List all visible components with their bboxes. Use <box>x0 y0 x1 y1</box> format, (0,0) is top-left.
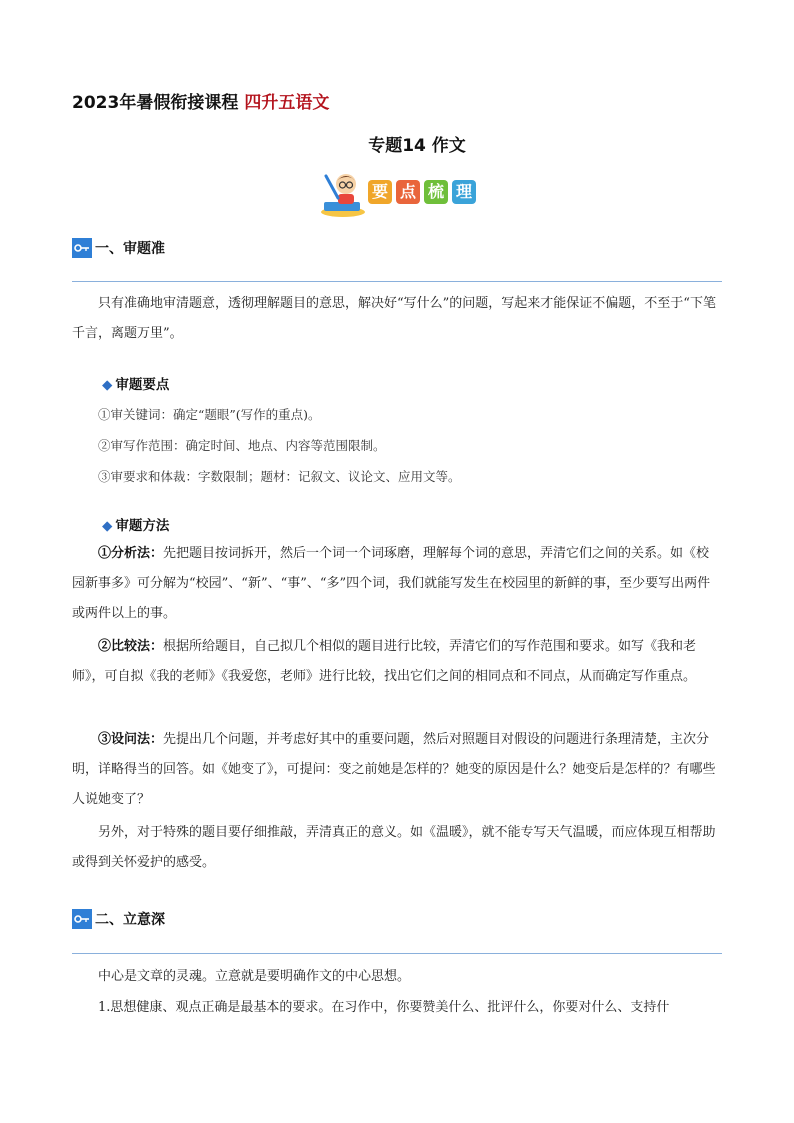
course-header <box>72 88 329 113</box>
key-points-banner <box>318 168 508 218</box>
course-year-label: 2023年暑假衔接课程 <box>72 93 239 113</box>
banner-label <box>368 180 476 204</box>
section-heading-2 <box>72 909 165 929</box>
method-lead: ①分析法： <box>98 546 164 561</box>
subheading-review-points: ◆ 审题要点 <box>102 377 170 393</box>
review-point-item: ③审要求和体裁：字数限制；题材：记叙文、议论文、应用文等。 <box>98 469 461 484</box>
subheading-review-methods: ◆ 审题方法 <box>102 518 170 534</box>
section1-intro: 只有准确地审清题意，透彻理解题目的意思，解决好“写什么”的问题，写起来才能保证不偏题，不至于“下笔千言，离题万里”。 <box>72 296 716 341</box>
banner-char: 点 <box>396 180 420 204</box>
banner-char: 梳 <box>424 180 448 204</box>
section-title-1: 一、审题准 <box>95 241 165 257</box>
method-compare <box>72 632 722 692</box>
topic-title: 专题14 作文 <box>368 136 466 156</box>
diamond-bullet-icon: ◆ <box>102 518 113 534</box>
section-title-2: 二、立意深 <box>95 912 165 928</box>
student-writing-icon <box>318 168 368 218</box>
section-divider <box>72 281 722 282</box>
method-analysis <box>72 539 722 629</box>
banner-char: 要 <box>368 180 392 204</box>
method-text: 先把题目按词拆开，然后一个词一个词琢磨，理解每个词的意思，弄清它们之间的关系。如《校园新事多》可分解为“校园”、“新”、“事”、“多”四个词，我们就能写发生在校园里的新鲜的事，至少要写出两件或两件以上的事。 <box>72 546 711 621</box>
section2-point-1: 1.思想健康、观点正确是最基本的要求。在习作中，你要赞美什么、批评什么，你要对什么、支持什 <box>98 1000 670 1015</box>
review-point-item: ①审关键词：确定“题眼”(写作的重点)。 <box>98 407 321 422</box>
section-heading-1 <box>72 238 165 258</box>
review-point-item: ②审写作范围：确定时间、地点、内容等范围限制。 <box>98 438 386 453</box>
course-grade-label: 四升五语文 <box>244 93 330 113</box>
method-text: 根据所给题目，自己拟几个相似的题目进行比较，弄清它们的写作范围和要求。如写《我和老师》，可自拟《我的老师》《我爱您，老师》进行比较，找出它们之间的相同点和不同点，从而确定写作重点。 <box>72 639 697 684</box>
method-lead: ③设问法： <box>98 732 164 747</box>
diamond-bullet-icon: ◆ <box>102 377 113 393</box>
banner-char: 理 <box>452 180 476 204</box>
section-divider <box>72 953 722 954</box>
section1-extra: 另外，对于特殊的题目要仔细推敲，弄清真正的意义。如《温暖》，就不能专写天气温暖，而应体现互相帮助或得到关怀爱护的感受。 <box>72 825 716 870</box>
key-icon <box>72 238 92 258</box>
method-text: 先提出几个问题，并考虑好其中的重要问题，然后对照题目对假设的问题进行条理清楚，主次分明，详略得当的回答。如《她变了》，可提问：变之前她是怎样的？她变的原因是什么？她变后是怎样的？有哪些人说她变了？ <box>72 732 716 807</box>
method-lead: ②比较法： <box>98 639 164 654</box>
method-question <box>72 725 722 815</box>
key-icon <box>72 909 92 929</box>
section2-intro: 中心是文章的灵魂。立意就是要明确作文的中心思想。 <box>98 969 411 984</box>
